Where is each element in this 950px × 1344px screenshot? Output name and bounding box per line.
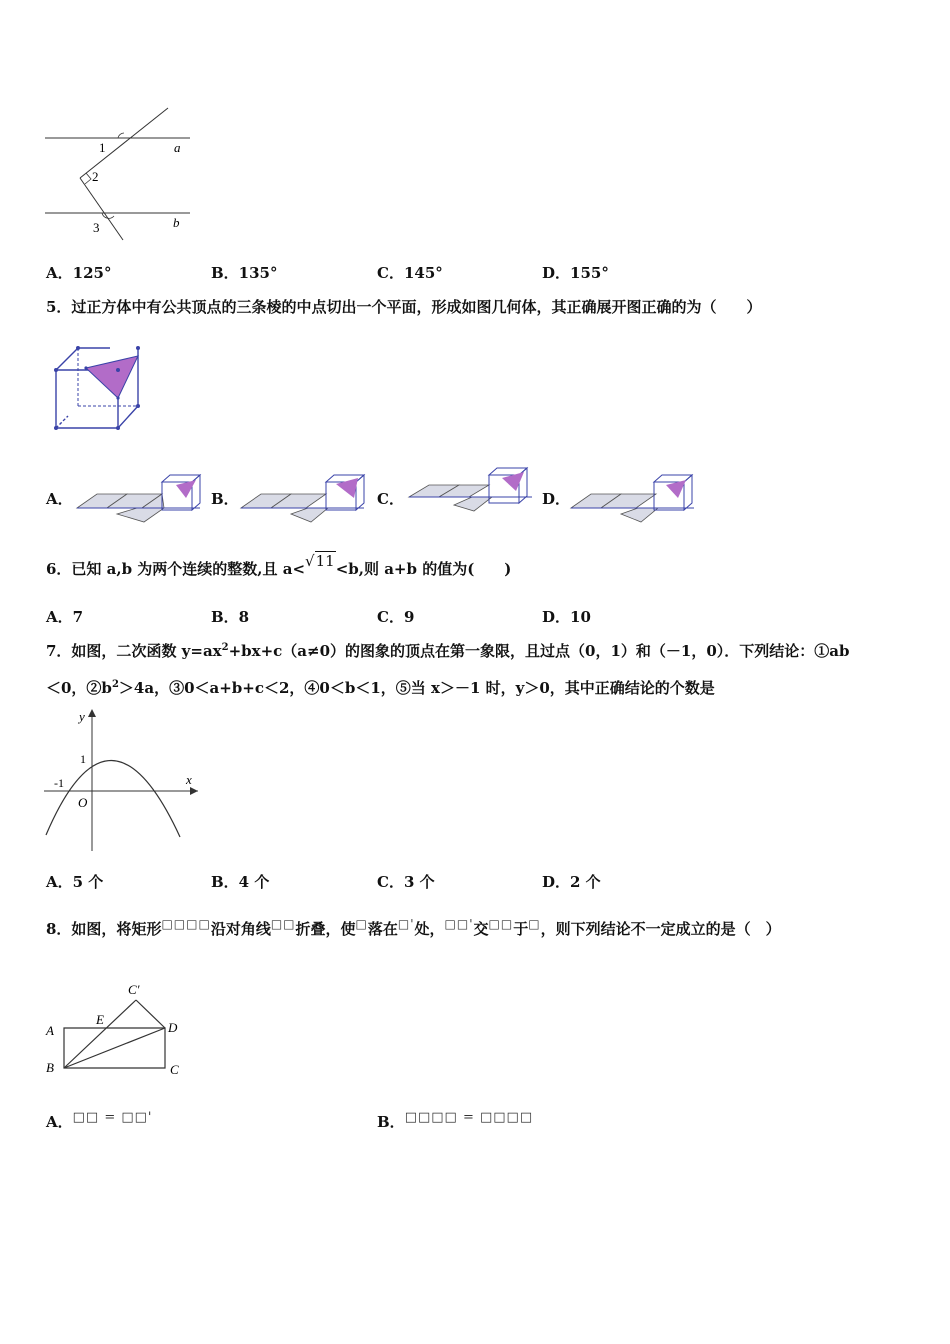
- q7-line-2-sup: 2: [111, 679, 119, 690]
- q7-axis-y: y: [79, 709, 85, 724]
- q6-option-a: A．7: [46, 608, 84, 626]
- q8-t1: 8．如图，将矩形: [46, 920, 162, 938]
- q4-option-a: A．125°: [46, 264, 112, 282]
- q8-question: [46, 917, 781, 939]
- q4-option-c: C．145°: [377, 264, 443, 282]
- q8-t6: 交: [473, 920, 489, 938]
- q7-option-b: B．4 个: [211, 873, 270, 891]
- q8-label-B: B: [46, 1060, 54, 1075]
- q7-parabola-graph: [40, 705, 205, 855]
- q7-tick-minus-1: -1: [54, 776, 64, 790]
- q8-box-4: □': [397, 917, 415, 931]
- q7-line-1: [46, 640, 849, 661]
- q8-option-b-formula: □□□□ = □□□□: [404, 1110, 534, 1125]
- q7-option-c: C．3 个: [377, 873, 435, 891]
- q5-option-d-label: D．: [542, 490, 571, 508]
- q8-box-3: □: [355, 917, 368, 931]
- q8-label-E: E: [96, 1012, 104, 1027]
- q7-option-d: D．2 个: [542, 873, 601, 891]
- q5-option-c-label: C．: [377, 490, 404, 508]
- q7-line-1-sup: 2: [221, 642, 229, 653]
- q5-net-a: [72, 470, 207, 525]
- q6-sqrt: √11: [305, 552, 335, 570]
- q7-option-a: A．5 个: [46, 873, 104, 891]
- q8-option-a: [46, 1110, 153, 1132]
- q5-net-d: [566, 470, 701, 525]
- q4-line-b: b: [173, 215, 180, 230]
- q4-angle-2: 2: [92, 169, 99, 184]
- q4-angle-1: 1: [99, 140, 106, 155]
- q8-box-1: □□□□: [161, 917, 211, 931]
- q6-question: [46, 552, 511, 579]
- q5-option-b-label: B．: [211, 490, 239, 508]
- q7-tick-1: 1: [80, 752, 86, 766]
- q8-label-C-prime: C′: [128, 982, 140, 997]
- q8-t8: ，则下列结论不一定成立的是（ ）: [540, 920, 781, 938]
- q7-line-1-b: +bx+c（a≠0）的图象的顶点在第一象限，且过点（0，1）和（－1，0）．下列结论：①ab: [228, 642, 850, 660]
- q8-option-a-formula: □□ = □□': [72, 1110, 153, 1125]
- q4-option-b: B．135°: [211, 264, 278, 282]
- q8-folded-rectangle-figure: [40, 978, 200, 1083]
- q8-t2: 沿对角线: [210, 920, 271, 938]
- q6-text-after: <b,则 a+b 的值为( ): [335, 560, 512, 578]
- q5-question-text: 5．过正方体中有公共顶点的三条棱的中点切出一个平面，形成如图几何体，其正确展开图正确的为（ ）: [46, 298, 762, 316]
- q7-line-2-a: ＜0，②b: [46, 679, 112, 697]
- q8-box-7: □: [528, 917, 541, 931]
- q6-radicand: 11: [315, 552, 335, 570]
- q7-axis-x: x: [186, 772, 192, 787]
- q5-option-a-label: A．: [46, 490, 73, 508]
- q8-label-C: C: [170, 1062, 179, 1077]
- q8-option-a-label: A．: [46, 1113, 73, 1131]
- q7-line-2-b: ＞4a，③0＜a+b+c＜2，④0＜b＜1，⑤当 x＞－1 时，y＞0，其中正确结论的个数是: [118, 679, 715, 697]
- q4-line-a: a: [174, 140, 181, 155]
- q7-line-1-a: 7．如图，二次函数 y=ax: [46, 642, 222, 660]
- q8-box-2: □□: [270, 917, 296, 931]
- q8-t5: 处，: [414, 920, 445, 938]
- q6-option-c: C．9: [377, 608, 415, 626]
- q8-box-5: □□': [444, 917, 474, 931]
- q7-line-2: [46, 677, 715, 698]
- q4-parallel-lines-figure: [40, 100, 200, 245]
- q8-t3: 折叠，使: [295, 920, 356, 938]
- q8-t4: 落在: [367, 920, 398, 938]
- q8-box-6: □□: [488, 917, 514, 931]
- q8-t7: 于: [513, 920, 529, 938]
- q6-option-b: B．8: [211, 608, 250, 626]
- q5-net-b: [236, 470, 371, 525]
- q8-label-A: A: [46, 1023, 54, 1038]
- q8-option-b-label: B．: [377, 1113, 405, 1131]
- q7-origin: O: [78, 795, 88, 810]
- q8-option-b: [377, 1110, 533, 1132]
- q4-option-d: D．155°: [542, 264, 609, 282]
- q5-cube-figure: [50, 340, 150, 435]
- q5-net-c: [404, 465, 539, 520]
- q8-label-D: D: [168, 1020, 178, 1035]
- q6-option-d: D．10: [542, 608, 591, 626]
- q6-text-before: 6．已知 a,b 为两个连续的整数,且 a<: [46, 560, 306, 578]
- q4-angle-3: 3: [93, 220, 100, 235]
